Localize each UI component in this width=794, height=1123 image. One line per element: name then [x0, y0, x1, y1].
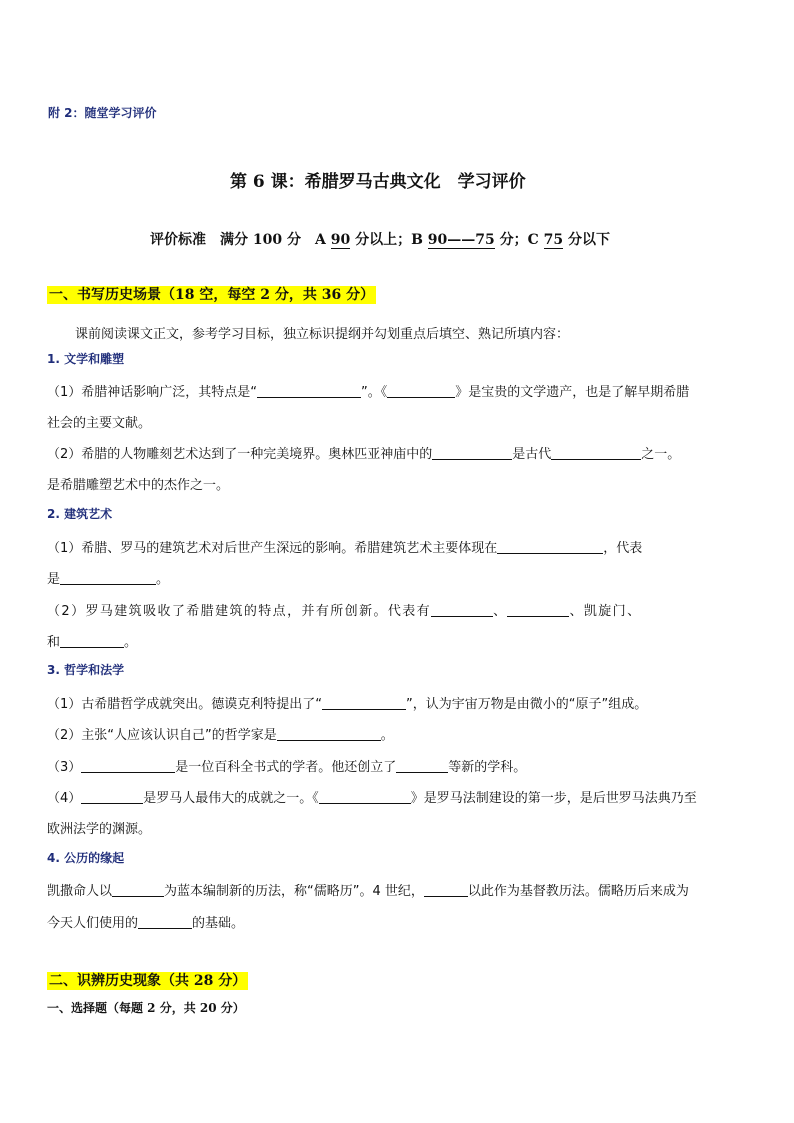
text-fragment: （3）: [47, 760, 82, 775]
sub1-title: 1. 文学和雕塑: [47, 352, 125, 366]
section2-heading-text: 二、识辨历史现象（共 28 分）: [49, 973, 247, 989]
text-fragment: （2）希腊的人物雕刻艺术达到了一种完美境界。奥林匹亚神庙中的: [47, 447, 433, 462]
section2-heading: [47, 970, 248, 990]
text-fragment: 、: [493, 604, 508, 619]
sub4-p1: [47, 880, 689, 899]
text-fragment: 是一位百科全书式的学者。他还创立了: [175, 760, 397, 775]
text-fragment: 是古代: [512, 447, 552, 462]
criteria-mid1: 分以上；B: [355, 232, 423, 248]
text-fragment: ，代表: [603, 541, 643, 556]
sub1-q1: [47, 381, 689, 400]
criteria-c-value: 75: [543, 232, 564, 248]
blank-field[interactable]: [112, 883, 164, 897]
blank-field[interactable]: [551, 446, 641, 460]
blank-field[interactable]: [396, 759, 448, 773]
blank-field[interactable]: [497, 540, 603, 554]
sub1-q2-cont: 是希腊雕塑艺术中的杰作之一。: [47, 478, 230, 493]
text-fragment: 。: [156, 572, 170, 587]
criteria-a-value: 90: [330, 232, 351, 248]
blank-field[interactable]: [387, 384, 455, 398]
text-fragment: 凯撒命人以: [47, 884, 113, 899]
sub3-q1: [47, 693, 647, 712]
text-fragment: 是罗马人最伟大的成就之一。《: [143, 791, 319, 806]
sub2-q1-cont: [47, 568, 169, 587]
text-fragment: （4）: [47, 791, 82, 806]
sub4-title: 4. 公历的缘起: [47, 851, 125, 865]
criteria-b-value: 90——75: [427, 232, 495, 248]
text-fragment: 。: [380, 728, 394, 743]
blank-field[interactable]: [507, 603, 569, 617]
text-fragment: 、凯旋门、: [569, 604, 642, 619]
section1-heading: [47, 284, 376, 304]
section2-sub1: 一、选择题（每题 2 分，共 20 分）: [47, 1001, 245, 1015]
blank-field[interactable]: [138, 915, 192, 929]
text-fragment: 等新的学科。: [448, 760, 527, 775]
blank-field[interactable]: [432, 446, 512, 460]
grading-criteria: [150, 229, 610, 249]
blank-field[interactable]: [319, 790, 411, 804]
sub1-q1-cont: 社会的主要文献。: [47, 416, 152, 431]
blank-field[interactable]: [81, 759, 175, 773]
blank-field[interactable]: [424, 883, 468, 897]
criteria-prefix: 评价标准 满分 100 分 A: [150, 232, 326, 248]
section1-heading-text: 一、书写历史场景（18 空，每空 2 分，共 36 分）: [49, 287, 375, 303]
sub3-q2: [47, 724, 394, 743]
text-fragment: 以此作为基督教历法。儒略历后来成为: [467, 884, 689, 899]
blank-field[interactable]: [277, 727, 381, 741]
sub3-q4-cont: 欧洲法学的渊源。: [47, 822, 152, 837]
section1-instructions: 课前阅读课文正文，参考学习目标，独立标识提纲并勾划重点后填空、熟记所填内容：: [75, 327, 570, 342]
text-fragment: 和: [47, 635, 61, 650]
text-fragment: 的基础。: [192, 916, 245, 931]
text-fragment: （1）古希腊哲学成就突出。德谟克利特提出了“: [47, 697, 323, 712]
sub2-q2: [47, 600, 642, 619]
sub4-p2: [47, 912, 244, 931]
text-fragment: （2）罗马建筑吸收了希腊建筑的特点，并有所创新。代表有: [47, 604, 432, 619]
sub3-q4: [47, 787, 697, 806]
sub1-q2: [47, 443, 680, 462]
blank-field[interactable]: [431, 603, 493, 617]
text-fragment: （1）希腊、罗马的建筑艺术对后世产生深远的影响。希腊建筑艺术主要体现在: [47, 541, 498, 556]
text-fragment: 之一。: [641, 447, 681, 462]
text-fragment: 是: [47, 572, 61, 587]
sub3-q3: [47, 756, 526, 775]
text-fragment: 》是宝贵的文学遗产，也是了解早期希腊: [455, 385, 690, 400]
sub2-title: 2. 建筑艺术: [47, 507, 113, 521]
text-fragment: （1）希腊神话影响广泛，其特点是“: [47, 385, 258, 400]
page-title: 第 6 课：希腊罗马古典文化 学习评价: [230, 172, 526, 192]
text-fragment: （2）主张“人应该认识自己”的哲学家是: [47, 728, 277, 743]
criteria-mid2: 分；C: [499, 232, 539, 248]
blank-field[interactable]: [81, 790, 143, 804]
text-fragment: ”。《: [361, 385, 388, 400]
blank-field[interactable]: [322, 696, 406, 710]
appendix-label: 附 2：随堂学习评价: [48, 106, 157, 120]
sub2-q1: [47, 537, 642, 556]
sub3-title: 3. 哲学和法学: [47, 663, 125, 677]
text-fragment: ”，认为宇宙万物是由微小的“原子”组成。: [406, 697, 648, 712]
criteria-suffix: 分以下: [568, 232, 611, 248]
blank-field[interactable]: [257, 384, 361, 398]
text-fragment: 为蓝本编制新的历法，称“儒略历”。4 世纪，: [164, 884, 424, 899]
text-fragment: 。: [124, 635, 138, 650]
text-fragment: 今天人们使用的: [47, 916, 139, 931]
sub2-q2-cont: [47, 631, 137, 650]
blank-field[interactable]: [60, 634, 124, 648]
blank-field[interactable]: [60, 571, 156, 585]
text-fragment: 》是罗马法制建设的第一步，是后世罗马法典乃至: [410, 791, 697, 806]
